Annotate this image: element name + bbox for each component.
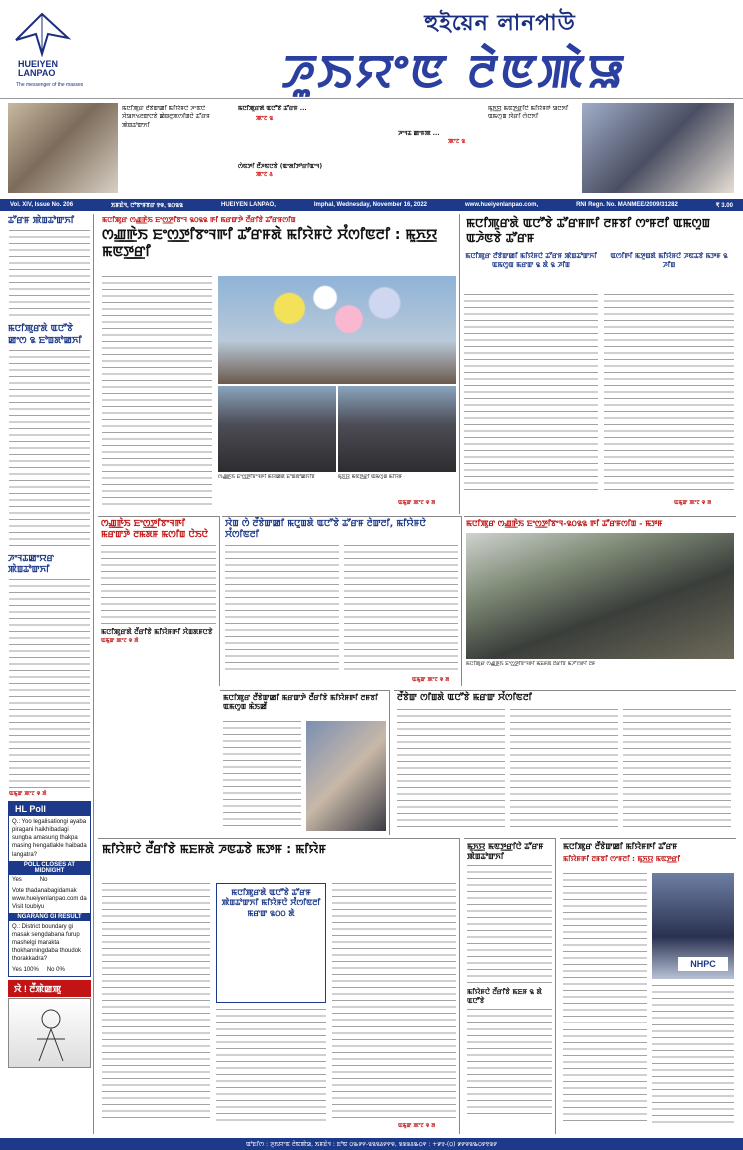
- lead-photo-officials[interactable]: [338, 386, 456, 472]
- garbage-story: [464, 516, 736, 686]
- teaser-4-headline[interactable]: ꯁꯥꯟꯇꯤ ꯂꯩꯍꯟꯅꯕꯥ (ꯑꯦꯗꯤꯇꯣꯔꯤꯑꯦꯜ): [238, 162, 323, 170]
- poll-question: Q.: Yoo legalisationgi ayaba piragani haikhibadagi sungba amasung thakpa masing hengatlakle haibada langatra?: [12, 819, 87, 858]
- dateline-bar: [0, 199, 743, 211]
- story-b-body-1: [397, 709, 505, 829]
- logo-name: HUEIYEN LANPAO: [18, 59, 59, 79]
- footer-contact: ꯑꯣꯐꯤꯁ : ꯍꯨꯏꯌꯦꯟ ꯂꯥꯟꯄꯥꯎ, ꯏꯝꯐꯥꯜ : ꯐꯣꯟ ꯰꯳꯸꯵-꯲꯲꯲꯴꯸꯵꯶, ꯲꯲꯲꯴꯳꯰꯵ : +꯹꯱-(꯰) ꯹꯸꯶꯲꯳꯰꯸꯱꯲꯸: [0, 1138, 743, 1150]
- center-story-body-2: [344, 545, 458, 675]
- left-column: [6, 214, 94, 1134]
- teaser-4-page[interactable]: ꯄꯦꯖ ꯴: [256, 170, 273, 178]
- paper-bird-logo-icon: [12, 10, 72, 58]
- poll-closes-banner: POLL CLOSES AT MIDNIGHT: [9, 861, 90, 875]
- story-e-body: [467, 1009, 552, 1119]
- center-story: [222, 516, 462, 686]
- teaser-row: [0, 98, 743, 198]
- date-local: ꯏꯝꯐꯥꯜ, ꯅꯣꯕꯦꯝꯕꯔ ꯱꯶, ꯲꯰꯲꯲: [111, 203, 184, 209]
- mid-story: [98, 516, 220, 686]
- result-no: No 0%: [46, 967, 65, 974]
- poll-option-no[interactable]: No: [39, 876, 48, 883]
- right-lead-body-1: [464, 294, 598, 494]
- teaser-3-headline[interactable]: ꯍꯦꯜꯊ ꯀꯦꯝꯄ ...: [398, 129, 440, 137]
- story-c-continued[interactable]: ꯑꯃꯨꯛ ꯄꯦꯖ ꯶ ꯗꯥ: [398, 1123, 436, 1129]
- lead-body-col-1: [102, 276, 212, 506]
- website[interactable]: www.hueiyenlanpao.com,: [465, 202, 539, 208]
- logo-tagline: The messenger of the masses: [16, 82, 84, 88]
- teaser-photo-1[interactable]: [8, 103, 118, 193]
- story-c: [98, 838, 460, 1134]
- center-story-body-1: [225, 545, 339, 675]
- mid-story-2-headline[interactable]: ꯃꯅꯤꯄꯨꯔꯗꯥ ꯂꯩꯔꯤꯕꯥ ꯃꯤꯌꯥꯝꯒꯤ ꯆꯥꯡꯗꯝꯅꯕꯥ: [101, 627, 213, 636]
- logo[interactable]: [12, 10, 92, 90]
- story-c-body-2: [216, 1009, 326, 1123]
- story-b-body-3: [623, 709, 731, 829]
- mid-story-body: [101, 545, 216, 625]
- story-f-body-2: [652, 985, 734, 1125]
- story-c-headline[interactable]: ꯃꯤꯌꯥꯝꯅꯥ ꯂꯩꯔꯤꯕꯥ ꯃꯐꯝꯗꯥ ꯍꯟꯊꯕꯥ ꯃꯇꯝ : ꯃꯤꯌꯥꯝ: [102, 842, 327, 856]
- continued-link[interactable]: ꯑꯃꯨꯛ ꯄꯦꯖ ꯶ ꯗꯥ: [9, 791, 47, 798]
- right-lead-continued[interactable]: ꯑꯃꯨꯛ ꯄꯦꯖ ꯶ ꯗꯥ: [674, 500, 712, 506]
- cartoon-figure-icon: [9, 999, 93, 1067]
- price: ₹ 3.00: [715, 202, 733, 209]
- left-story-3-headline[interactable]: ꯍꯦꯜꯊꯀꯦꯌꯔ ꯄꯥꯡꯊꯣꯛꯈꯤ: [8, 553, 54, 575]
- teaser-2-headline[interactable]: ꯃꯅꯤꯄꯨꯔꯗꯥ ꯑꯅꯧꯕꯥ ꯊꯧꯔꯝ ...: [238, 105, 307, 112]
- story-b-headline[interactable]: ꯂꯩꯕꯥꯛ ꯁꯤꯡꯗꯥ ꯑꯅꯧꯕꯥ ꯃꯔꯛ ꯆꯪꯁꯤꯟꯂꯤ: [397, 693, 532, 703]
- lead-photo-caption-1: ꯁꯉ꯭ꯒꯥꯏ ꯐꯦꯁ꯭ꯇꯤꯕꯦꯜꯒꯤ ꯃꯥꯌꯀꯩꯗꯥ ꯐꯣꯡꯗꯣꯀꯈꯤꯕꯥ: [218, 474, 315, 480]
- left-story-1-body: [9, 230, 90, 320]
- poll-options: [9, 875, 90, 885]
- story-c-body-3: [332, 883, 456, 1123]
- right-lead-subhead-1[interactable]: ꯃꯅꯤꯄꯨꯔ ꯂꯩꯕꯥꯛꯀꯤ ꯃꯤꯌꯥꯝꯅꯥ ꯊꯧꯔꯝ ꯄꯥꯡꯊꯣꯛꯈꯤ ꯑꯃꯁꯨꯡ ꯃꯔꯛ ꯲ ꯗꯥ ꯲ ꯍꯤꯡ: [465, 252, 597, 269]
- story-a-photo[interactable]: [306, 721, 386, 831]
- lead-photo-balloons[interactable]: [218, 276, 456, 384]
- story-f-photo[interactable]: [652, 873, 734, 979]
- story-f-subhead[interactable]: ꯃꯤꯌꯥꯝꯒꯤ ꯂꯝꯕꯤ ꯁꯦꯝꯂꯤ : ꯃꯨꯈ꯭ꯌ ꯃꯟꯇ꯭ꯔꯤ: [563, 855, 681, 863]
- cartoon-header: ꯋꯥ ! ꯂꯩꯄꯥꯀꯄꯨ: [8, 980, 91, 997]
- right-lead-headline[interactable]: ꯃꯅꯤꯄꯨꯔꯗꯥ ꯑꯅꯧꯕꯥ ꯊꯧꯔꯝꯒꯤ ꯂꯝꯕꯤ ꯁꯦꯝꯂꯤ ꯑꯃꯁꯨꯡ ꯑꯍꯥꯟꯕꯥ ꯊꯧꯔꯝ: [466, 216, 711, 245]
- garbage-caption: ꯃꯅꯤꯄꯨꯔ ꯁꯉ꯭ꯒꯥꯏ ꯐꯦꯁ꯭ꯇꯤꯕꯦꯜꯒꯤ ꯃꯐꯝꯗꯥ ꯂꯩꯔꯤꯕꯥ ꯃꯍꯧꯁꯥꯒꯤ ꯂꯝ: [466, 661, 596, 667]
- lead-continued-link[interactable]: ꯑꯃꯨꯛ ꯄꯦꯖ ꯶ ꯗꯥ: [398, 500, 436, 506]
- story-b-body-2: [510, 709, 618, 829]
- right-lead-body-2: [604, 294, 734, 494]
- left-story-2-headline[interactable]: ꯃꯅꯤꯄꯨꯔꯗꯥ ꯑꯅꯧꯕꯥ ꯀꯦꯁ ꯲ ꯐꯣꯡꯗꯣꯀꯈꯤ: [8, 324, 82, 346]
- lead-photo-caption-2: ꯃꯨꯈ꯭ꯌ ꯃꯟꯇ꯭ꯔꯤ ꯑꯃꯁꯨꯡ ꯃꯤꯌꯥꯝ: [338, 474, 403, 480]
- masthead: [0, 0, 743, 98]
- masthead-title-meitei: ꯍꯨꯏꯌꯦꯟ ꯂꯥꯟꯄꯥꯎ: [279, 44, 631, 98]
- teaser-5-text[interactable]: ꯃꯨꯈ꯭ꯌ ꯃꯟꯇ꯭ꯔꯤꯅꯥ ꯃꯤꯌꯥꯝꯒꯥ ꯎꯅꯈꯤ ꯑꯃꯁꯨꯡ ꯋꯥꯔꯤ ꯁꯥꯅꯈꯤ: [488, 105, 569, 121]
- story-c-body-1: [102, 883, 210, 1123]
- volume-issue: Vol. XIV, Issue No. 206: [10, 202, 74, 208]
- left-story-1-headline[interactable]: ꯊꯧꯔꯝ ꯄꯥꯡꯊꯣꯛꯈꯤ: [8, 216, 75, 226]
- result-question: Q.: District boundary gi masak sengdabana furup mashelgi marakta thokhanningdaba thoudok thorakkadra?: [12, 923, 82, 963]
- lead-kicker[interactable]: ꯃꯅꯤꯄꯨꯔ ꯁꯉ꯭ꯒꯥꯏ ꯐꯦꯁ꯭ꯇꯤꯕꯦꯜ ꯲꯰꯲꯲ ꯒꯤ ꯃꯔꯛꯇꯥ ꯂꯩꯔꯤꯕꯥ ꯊꯧꯔꯝꯁꯤꯡ: [102, 216, 296, 224]
- right-lead-story: [464, 214, 736, 514]
- story-f-body-1: [563, 873, 647, 1023]
- right-lead-subhead-2[interactable]: ꯑꯁꯤꯒꯤ ꯃꯇꯨꯡꯗꯥ ꯃꯤꯌꯥꯝꯅꯥ ꯍꯟꯊꯕꯥ ꯃꯇꯝ ꯲ ꯍꯤꯡ: [610, 252, 728, 269]
- left-story-2-body: [9, 350, 90, 550]
- story-c-box: [216, 883, 326, 1003]
- garbage-kicker[interactable]: ꯃꯅꯤꯄꯨꯔ ꯁꯉ꯭ꯒꯥꯏ ꯐꯦꯁ꯭ꯇꯤꯕꯦꯜ-꯲꯰꯲꯲ ꯒꯤ ꯊꯧꯔꯝꯁꯤꯡ - ꯃꯇꯝ: [466, 519, 663, 528]
- garbage-photo[interactable]: [466, 533, 734, 659]
- teaser-3-page[interactable]: ꯄꯦꯖ ꯲: [448, 138, 466, 146]
- poll-header: HL Poll: [9, 802, 90, 816]
- mid-story-headline[interactable]: ꯁꯉ꯭ꯒꯥꯏ ꯐꯦꯁ꯭ꯇꯤꯕꯦꯜꯒꯤ ꯃꯔꯛꯇꯥ ꯂꯃꯗꯝ ꯃꯁꯤꯡ ꯅꯥꯏꯅꯥ: [101, 519, 208, 541]
- result-yes: Yes 100%: [12, 967, 39, 974]
- poll-vote-instructions[interactable]: Vote thadanabagidamak www.hueiyenlanpao.com da Visit toubiyu: [12, 887, 87, 910]
- story-c-box-headline[interactable]: ꯃꯅꯤꯄꯨꯔꯗꯥ ꯑꯅꯧꯕꯥ ꯊꯧꯔꯝ ꯄꯥꯡꯊꯣꯛꯈꯤ ꯃꯤꯌꯥꯝꯅꯥ ꯆꯪꯁꯤꯟꯂꯤ ꯃꯔꯛ ꯲꯰꯰ ꯗꯥ: [221, 888, 321, 918]
- nhpc-badge: NHPC: [678, 957, 728, 971]
- story-a: [220, 690, 390, 835]
- teaser-2-page[interactable]: ꯄꯦꯖ ꯲: [256, 115, 274, 123]
- place-date: Imphal, Wednesday, November 16, 2022: [313, 202, 428, 208]
- story-d-body: [467, 865, 552, 985]
- lead-photo-crowd[interactable]: [218, 386, 336, 472]
- result-values: [9, 965, 90, 975]
- story-b: [394, 690, 736, 835]
- lead-story: [98, 214, 460, 514]
- center-story-headline[interactable]: ꯋꯥꯡ ꯁꯥ ꯂꯩꯕꯥꯛꯀꯤ ꯃꯅꯨꯡꯗꯥ ꯑꯅꯧꯕꯥ ꯊꯧꯔꯝ ꯂꯥꯛꯂꯤ, ꯃꯤꯌꯥꯝꯅꯥ ꯆꯪꯁꯤꯟꯂꯤ: [225, 519, 426, 541]
- lead-headline[interactable]: ꯁꯉ꯭ꯒꯥꯏ ꯐꯦꯁ꯭ꯇꯤꯕꯦꯜꯒꯤ ꯊꯧꯔꯝꯗꯥ ꯃꯤꯌꯥꯝꯅꯥ ꯆꯪꯁꯤꯟꯂꯤ : ꯃꯨꯈ꯭ꯌ ꯃꯟꯇ꯭ꯔꯤ: [102, 226, 438, 261]
- story-d: [464, 838, 556, 1134]
- cartoon-image[interactable]: [8, 998, 91, 1068]
- teaser-list: [238, 105, 483, 193]
- rni-number: RNI Regn. No. MANMEE/2009/31282: [576, 202, 678, 208]
- story-f-headline[interactable]: ꯃꯅꯤꯄꯨꯔ ꯂꯩꯕꯥꯛꯀꯤ ꯃꯤꯌꯥꯝꯒꯤ ꯊꯧꯔꯝ: [563, 842, 678, 851]
- story-a-headline[interactable]: ꯃꯅꯤꯄꯨꯔ ꯂꯩꯕꯥꯛꯀꯤ ꯃꯔꯛꯇꯥ ꯂꯩꯔꯤꯕꯥ ꯃꯤꯌꯥꯝꯒꯤ ꯂꯝꯕꯤ ꯑꯃꯁꯨꯡ ꯃꯥꯏꯀꯩ: [223, 693, 378, 712]
- story-f: [560, 838, 736, 1134]
- teaser-photo-5[interactable]: [582, 103, 734, 193]
- story-f-body-3: [563, 1029, 647, 1125]
- mid-story-continued[interactable]: ꯑꯃꯨꯛ ꯄꯦꯖ ꯶ ꯗꯥ: [101, 638, 139, 645]
- teaser-1-text[interactable]: ꯃꯅꯤꯄꯨꯔ ꯂꯩꯕꯥꯛꯀꯤ ꯃꯤꯌꯥꯝꯅꯥ ꯍꯦꯟꯅꯥ ꯆꯥꯎꯈꯠꯂꯛꯅꯕꯥ ꯀꯥꯡꯂꯨꯞꯁꯤꯡꯅꯥ ꯊꯧꯔꯝ ꯄꯥꯡꯊꯣꯛꯈꯤ: [122, 105, 210, 129]
- center-story-continued[interactable]: ꯑꯃꯨꯛ ꯄꯦꯖ ꯶ ꯗꯥ: [412, 677, 450, 683]
- hl-poll-box: [8, 801, 91, 976]
- paper-name: HUEIYEN LANPAO,: [220, 202, 276, 208]
- story-e-headline[interactable]: ꯃꯤꯌꯥꯝꯅꯥ ꯂꯩꯔꯤꯕꯥ ꯃꯐꯝ ꯲ ꯗꯥ ꯑꯅꯧꯕꯥ: [467, 988, 542, 1005]
- story-a-body: [223, 721, 301, 829]
- result-header: NGARANG GI RESULT: [9, 913, 90, 921]
- left-story-3-body: [9, 579, 90, 789]
- masthead-title-bengali: হুইয়েন লানপাউ: [424, 11, 576, 36]
- poll-option-yes[interactable]: Yes: [12, 876, 22, 883]
- story-d-headline[interactable]: ꯃꯨꯈ꯭ꯌ ꯃꯟꯇ꯭ꯔꯤꯅꯥ ꯊꯧꯔꯝ ꯄꯥꯡꯊꯣꯛꯈꯤ: [467, 842, 544, 861]
